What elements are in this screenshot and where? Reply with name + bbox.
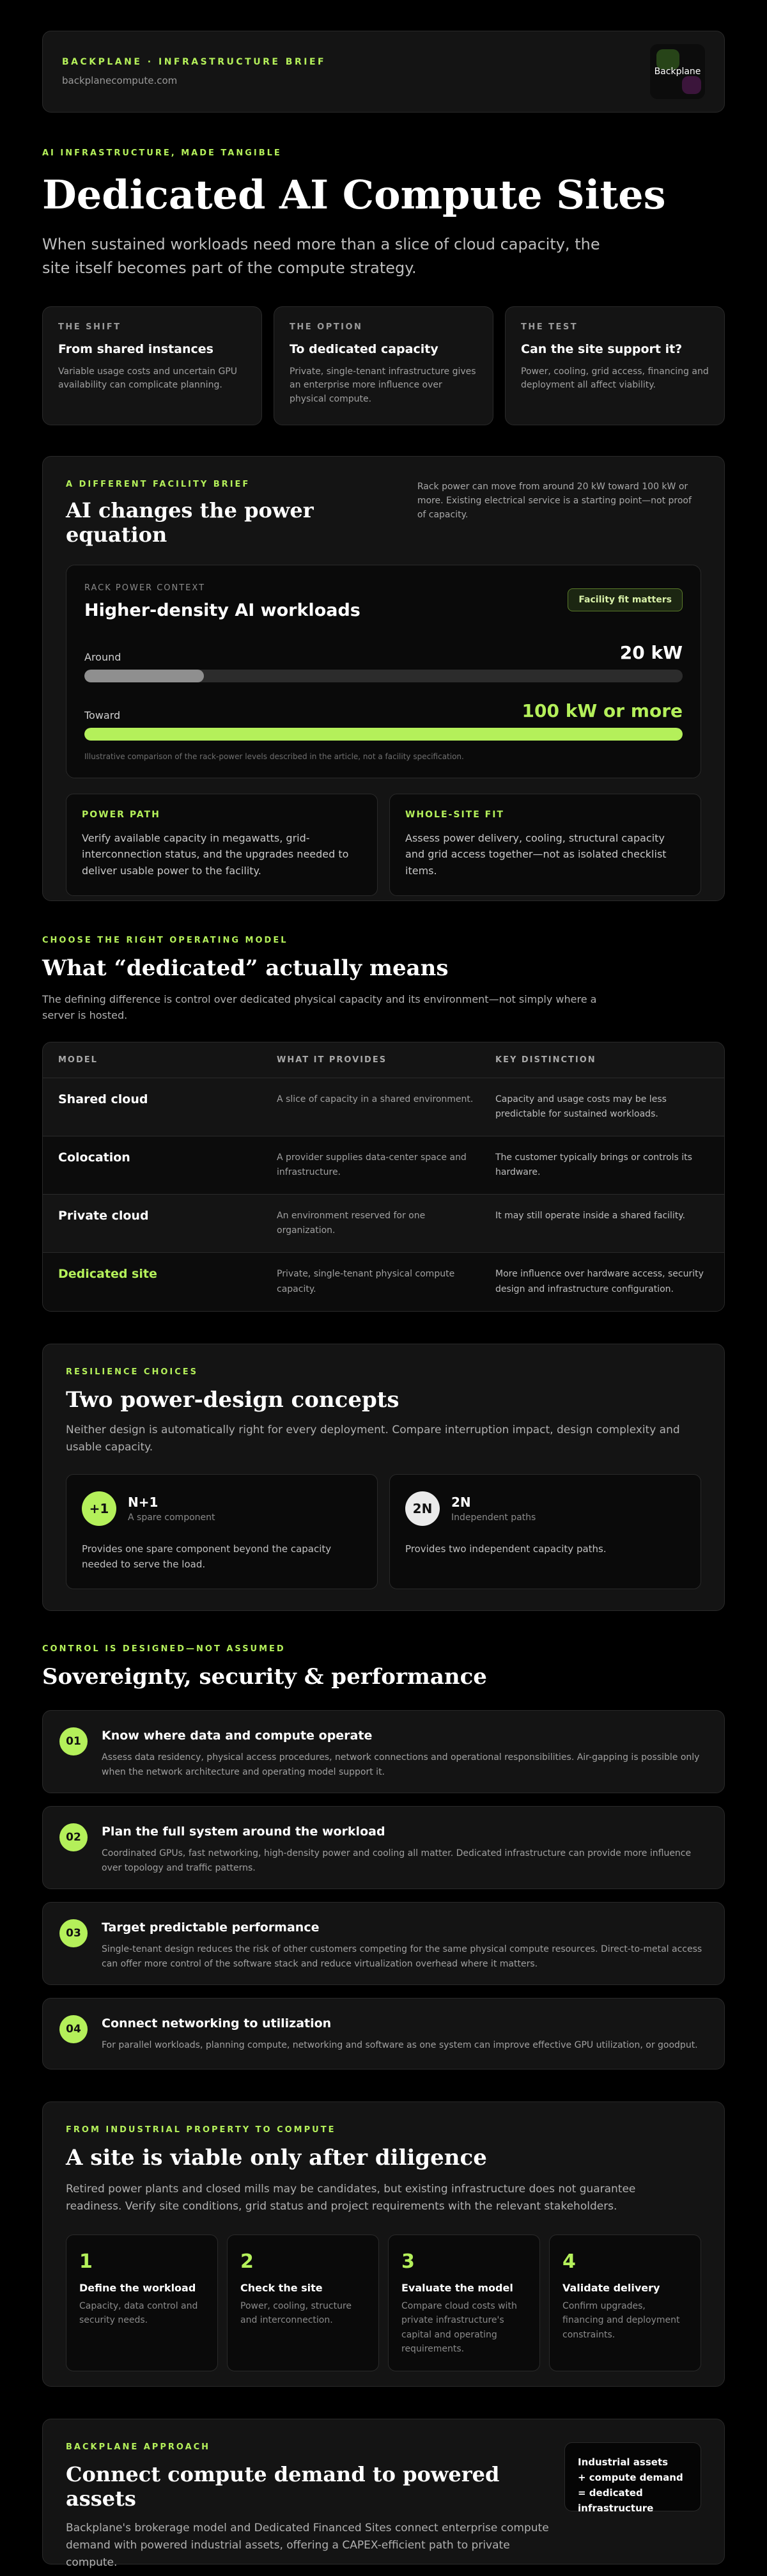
test-card <box>505 306 725 425</box>
concept-desc: Provides two independent capacity paths. <box>405 1543 607 1555</box>
model-provides: Private, single-tenant physical compute capacity. <box>277 1269 455 1294</box>
stage-number: 1 <box>79 2250 93 2273</box>
option-card <box>274 306 493 425</box>
step-number: 04 <box>59 2015 88 2043</box>
card-kicker: THE OPTION <box>290 322 363 332</box>
stage-card <box>388 2234 540 2371</box>
resilience-kicker: RESILIENCE CHOICES <box>66 1367 199 1377</box>
step-desc: Coordinated GPUs, fast networking, high-density power and cooling all matter. Dedicated infrastructure can provide more influence over topology and traffic patterns. <box>102 1848 692 1874</box>
step-title: Plan the full system around the workload <box>102 1824 385 1839</box>
model-intro: The defining difference is control over dedicated physical capacity and its environment—not simply where a server is hosted. <box>42 993 597 1022</box>
stage-title: Validate delivery <box>562 2281 660 2294</box>
stage-card <box>66 2234 218 2371</box>
resilience-title: Two power-design concepts <box>66 1386 399 1413</box>
model-title: What “dedicated” actually means <box>42 955 449 981</box>
rack-disclaimer: Illustrative comparison of the rack-power levels described in the article, not a facility specification. <box>84 751 464 761</box>
viability-kicker: FROM INDUSTRIAL PROPERTY TO COMPUTE <box>66 2124 336 2135</box>
stage-number: 4 <box>562 2250 576 2273</box>
facility-fit-badge: Facility fit matters <box>568 588 683 611</box>
concept-name: N+1 <box>128 1494 159 1510</box>
formula-line: Industrial assets <box>578 2456 669 2468</box>
model-name: Colocation <box>58 1151 130 1165</box>
model-name: Private cloud <box>58 1209 149 1223</box>
rack-kicker: RACK POWER CONTEXT <box>84 583 206 593</box>
card-title: To dedicated capacity <box>290 342 438 356</box>
box-kicker: POWER PATH <box>82 809 160 820</box>
box-kicker: WHOLE-SITE FIT <box>405 809 504 820</box>
around-bar-fill <box>84 670 204 682</box>
formula-line: + compute demand <box>578 2471 683 2483</box>
step-number: 02 <box>59 1823 88 1851</box>
hero-kicker: AI INFRASTRUCTURE, MADE TANGIBLE <box>42 148 282 158</box>
table-row <box>43 1078 724 1136</box>
model-distinction: More influence over hardware access, security design and infrastructure configuration. <box>495 1269 704 1294</box>
hero <box>42 148 725 281</box>
approach-formula <box>564 2442 701 2514</box>
power-title: AI changes the power equation <box>66 498 314 547</box>
rack-power-panel <box>66 565 701 778</box>
approach-kicker: BACKPLANE APPROACH <box>66 2442 211 2452</box>
list-item <box>42 1710 725 1793</box>
sovereignty-section <box>42 1644 725 2069</box>
list-item <box>42 1806 725 1889</box>
card-kicker: THE SHIFT <box>58 322 121 332</box>
rack-title: Higher-density AI workloads <box>84 600 360 620</box>
step-desc: Single-tenant design reduces the risk of other customers competing for the same physical compute resources. Direct-to-metal access can offer more control of the software stack and reduce virtualization overhead where it matters. <box>102 1944 702 1970</box>
toward-bar-fill <box>84 728 683 741</box>
model-distinction: The customer typically brings or controls its hardware. <box>495 1152 692 1178</box>
resilience-intro: Neither design is automatically right for every deployment. Compare interruption impact, design complexity and usable capacity. <box>66 1423 680 1454</box>
table-row <box>43 1136 724 1194</box>
step-number: 03 <box>59 1919 88 1947</box>
around-value: 20 kW <box>619 641 683 663</box>
around-bar-track <box>84 670 683 682</box>
stage-title: Evaluate the model <box>401 2281 513 2294</box>
viability-section <box>42 2101 725 2387</box>
box-desc: Verify available capacity in megawatts, grid-interconnection status, and the upgrades needed to deliver usable power to the facility. <box>82 831 349 877</box>
step-desc: For parallel workloads, planning compute, networking and software as one system can improve effective GPU utilization, or goodput. <box>102 2039 698 2050</box>
stage-title: Define the workload <box>79 2281 196 2294</box>
logo <box>650 44 705 99</box>
power-note: Rack power can move from around 20 kW toward 100 kW or more. Existing electrical service is a starting point—not proof of capacity. <box>417 481 692 521</box>
logo-text: Backplane <box>654 67 701 77</box>
model-name: Shared cloud <box>58 1092 148 1106</box>
toward-label: Toward <box>84 709 121 721</box>
concept-desc: Provides one spare component beyond the capacity needed to serve the load. <box>82 1543 332 1570</box>
table-row-highlighted <box>43 1252 724 1310</box>
shift-card <box>42 306 262 425</box>
model-provides: An environment reserved for one organization. <box>277 1211 426 1236</box>
card-desc: Private, single-tenant infrastructure gives an enterprise more influence over physical compute. <box>290 366 476 405</box>
stage-number: 2 <box>240 2250 254 2273</box>
model-provides: A provider supplies data-center space and infrastructure. <box>277 1152 467 1178</box>
concept-sub: A spare component <box>128 1512 215 1523</box>
power-kicker: A DIFFERENT FACILITY BRIEF <box>66 479 251 489</box>
approach-desc: Backplane's brokerage model and Dedicated Financed Sites connect enterprise compute demand with powered industrial assets, offering a CAPEX-efficient path to private compute. <box>66 2521 549 2569</box>
column-header: WHAT IT PROVIDES <box>277 1055 387 1065</box>
model-distinction: Capacity and usage costs may be less predictable for sustained workloads. <box>495 1094 667 1119</box>
column-header: MODEL <box>58 1055 98 1065</box>
step-number: 01 <box>59 1727 88 1755</box>
hero-subtitle: When sustained workloads need more than a slice of cloud capacity, the site itself becomes part of the compute strategy. <box>42 235 600 278</box>
model-provides: A slice of capacity in a shared environment. <box>277 1094 474 1104</box>
column-header: KEY DISTINCTION <box>495 1055 596 1065</box>
brand-block <box>62 57 326 86</box>
card-kicker: THE TEST <box>521 322 578 332</box>
stage-desc: Confirm upgrades, financing and deployment constraints. <box>562 2300 680 2340</box>
concept-card-n-plus-1 <box>66 1474 378 1589</box>
shift-cards <box>42 306 725 425</box>
concept-card-2n <box>389 1474 701 1589</box>
brand-label: BACKPLANE · INFRASTRUCTURE BRIEF <box>62 57 327 67</box>
n-plus-1-badge: +1 <box>82 1491 116 1526</box>
model-distinction: It may still operate inside a shared facility. <box>495 1211 686 1221</box>
stage-number: 3 <box>401 2250 415 2273</box>
power-boxes <box>66 794 701 896</box>
formula-line: = dedicated infrastructure <box>578 2486 654 2514</box>
stage-desc: Capacity, data control and security needs. <box>79 2300 198 2326</box>
sovereignty-title: Sovereignty, security & performance <box>42 1663 487 1690</box>
power-path-box <box>66 794 378 896</box>
concept-sub: Independent paths <box>451 1512 536 1523</box>
box-desc: Assess power delivery, cooling, structural capacity and grid access together—not as isolated checklist items. <box>405 831 667 877</box>
step-desc: Assess data residency, physical access procedures, network connections and operational responsibilities. Air-gapping is possible only when the network architecture and operating model support it. <box>102 1752 700 1778</box>
card-title: From shared instances <box>58 342 213 356</box>
viability-intro: Retired power plants and closed mills may be candidates, but existing infrastructure does not guarantee readiness. Verify site conditions, grid status and project requirements with the relevant stakeholders. <box>66 2182 636 2213</box>
model-name: Dedicated site <box>58 1267 157 1282</box>
toward-bar-track <box>84 728 683 741</box>
site-url-link[interactable]: backplanecompute.com <box>62 75 178 86</box>
model-table <box>42 1042 725 1312</box>
card-title: Can the site support it? <box>521 342 683 356</box>
sovereignty-steps <box>42 1710 725 2069</box>
approach-title: Connect compute demand to powered assets <box>66 2462 500 2511</box>
step-title: Know where data and compute operate <box>102 1728 373 1743</box>
top-bar <box>42 31 725 113</box>
concept-name: 2N <box>451 1494 471 1510</box>
page-title: Dedicated AI Compute Sites <box>42 171 666 218</box>
card-desc: Variable usage costs and uncertain GPU availability can complicate planning. <box>58 366 238 391</box>
toward-value: 100 kW or more <box>522 700 683 721</box>
card-desc: Power, cooling, grid access, financing and deployment all affect viability. <box>521 366 709 391</box>
stage-title: Check the site <box>240 2281 323 2294</box>
2n-badge: 2N <box>405 1491 440 1526</box>
viability-title: A site is viable only after diligence <box>66 2144 487 2171</box>
stage-desc: Compare cloud costs with private infrastructure's capital and operating requirements. <box>401 2300 517 2355</box>
whole-site-fit-box <box>389 794 701 896</box>
step-title: Target predictable performance <box>102 1920 320 1935</box>
stage-desc: Power, cooling, structure and interconnection. <box>240 2300 352 2326</box>
resilience-section <box>42 1344 725 1611</box>
sovereignty-kicker: CONTROL IS DESIGNED—NOT ASSUMED <box>42 1644 286 1654</box>
model-kicker: CHOOSE THE RIGHT OPERATING MODEL <box>42 935 288 945</box>
stage-card <box>227 2234 379 2371</box>
power-section <box>42 456 725 901</box>
operating-model-section <box>42 936 725 1312</box>
stage-card <box>549 2234 701 2371</box>
approach-section <box>42 2419 725 2569</box>
table-header <box>43 1042 724 1078</box>
around-label: Around <box>84 650 121 663</box>
table-row <box>43 1194 724 1252</box>
step-title: Connect networking to utilization <box>102 2016 332 2030</box>
list-item <box>42 1902 725 1985</box>
list-item <box>42 1998 725 2069</box>
